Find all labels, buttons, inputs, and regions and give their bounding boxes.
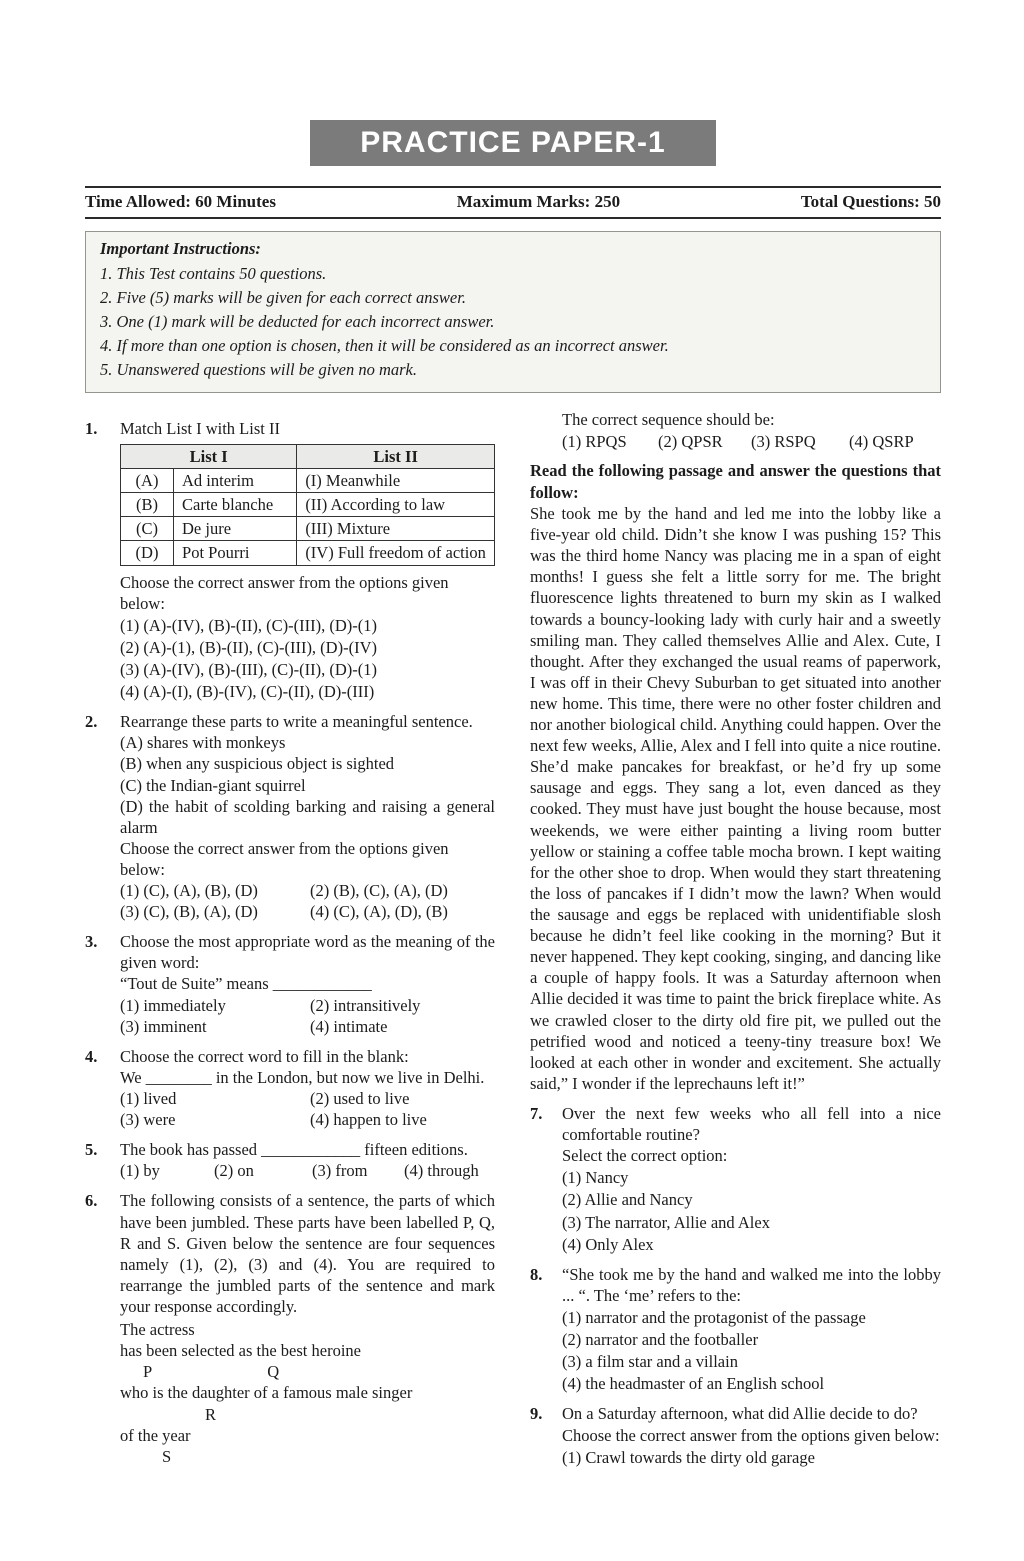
instruction-item: 3. One (1) mark will be deducted for each incorrect answer. (100, 311, 495, 331)
question-stem: “Tout de Suite” means ____________ (120, 974, 372, 994)
question-7 (530, 1103, 941, 1255)
option: (2) used to live (310, 1089, 410, 1109)
part-label-p: P (143, 1362, 153, 1382)
question-text: The following consists of a sentence, the parts of which have been jumbled. These parts have been labelled P, Q, R and S. Given below the sentence are four sequences namely (1), (2), (3) and (4). You are required to rearrange the jumbled parts of the sentence and mark your response accordingly. (120, 1191, 495, 1317)
sentence-part: (D) the habit of scolding barking and raising a general alarm (120, 796, 495, 837)
option: (4) happen to live (310, 1110, 427, 1130)
choose-prompt: Choose the correct answer from the options given below: (562, 1425, 940, 1445)
option: (3) The narrator, Allie and Alex (562, 1212, 770, 1232)
list1-cell: Carte blanche (174, 493, 297, 517)
option: (2) (A)-(1), (B)-(II), (C)-(III), (D)-(IV) (120, 637, 377, 657)
table-row (121, 469, 495, 493)
paper-title-banner (310, 120, 716, 166)
row-label: (B) (121, 493, 174, 517)
list1-cell: Pot Pourri (174, 541, 297, 565)
jumbled-line: who is the daughter of a famous male singer (120, 1383, 413, 1403)
question-stem: We ________ in the London, but now we live in Delhi. (120, 1067, 485, 1087)
sentence-part: (A) shares with monkeys (120, 733, 286, 753)
question-columns (85, 409, 941, 1468)
options-grid (120, 1088, 495, 1130)
options-grid (120, 995, 495, 1037)
question-text: Choose the most appropriate word as the meaning of the given word: (120, 932, 495, 973)
option: (4) through (404, 1161, 479, 1181)
question-1 (85, 418, 495, 702)
table-header-list1: List I (121, 444, 297, 468)
instruction-item: 2. Five (5) marks will be given for each correct answer. (100, 287, 466, 307)
instruction-item: 5. Unanswered questions will be given no mark. (100, 359, 417, 379)
question-number: 5. (85, 1140, 98, 1160)
option: (1) by (120, 1161, 160, 1181)
choose-prompt: Choose the correct answer from the options given below: (120, 572, 449, 613)
left-column (85, 409, 495, 1468)
option: (2) intransitively (310, 995, 421, 1015)
option: (4) (C), (A), (D), (B) (310, 902, 448, 922)
question-number: 3. (85, 932, 98, 952)
list1-cell: De jure (174, 517, 297, 541)
question-8 (530, 1264, 941, 1395)
option: (4) Only Alex (562, 1234, 654, 1254)
choose-prompt: Choose the correct answer from the options given below: (120, 838, 449, 879)
options-grid (120, 1160, 495, 1181)
question-6 (85, 1190, 495, 1466)
question-4 (85, 1046, 495, 1130)
list2-cell: (I) Meanwhile (297, 469, 495, 493)
option: (3) a film star and a villain (562, 1352, 738, 1372)
option: (1) (C), (A), (B), (D) (120, 881, 258, 901)
time-allowed: Time Allowed: 60 Minutes (85, 192, 276, 211)
question-number: 6. (85, 1191, 98, 1211)
sentence-part: (C) the Indian-giant squirrel (120, 775, 306, 795)
jumbled-line: of the year (120, 1425, 191, 1445)
instruction-item: 1. This Test contains 50 questions. (100, 263, 327, 283)
paper-title: PRACTICE PAPER-1 (360, 125, 666, 159)
option: (1) RPQS (562, 431, 627, 451)
list2-cell: (II) According to law (297, 493, 495, 517)
part-label-r: R (205, 1404, 217, 1424)
total-questions: Total Questions: 50 (800, 192, 941, 211)
option: (1) (A)-(IV), (B)-(II), (C)-(III), (D)-(1) (120, 615, 377, 635)
part-label-s: S (162, 1446, 172, 1466)
row-label: (A) (121, 469, 174, 493)
list2-cell: (IV) Full freedom of action (297, 541, 495, 565)
sequence-prompt: The correct sequence should be: (562, 409, 775, 429)
row-label: (D) (121, 541, 174, 565)
option: (3) (C), (B), (A), (D) (120, 902, 258, 922)
select-prompt: Select the correct option: (562, 1146, 728, 1166)
row-label: (C) (121, 517, 174, 541)
option: (1) immediately (120, 995, 226, 1015)
option: (3) from (312, 1161, 368, 1181)
question-text: On a Saturday afternoon, what did Allie decide to do? (562, 1404, 918, 1424)
jumbled-line: The actress (120, 1320, 195, 1340)
question-text: Rearrange these parts to write a meaningful sentence. (120, 712, 473, 732)
table-header-list2: List II (297, 444, 495, 468)
meta-bar (85, 186, 941, 219)
question-text: Match List I with List II (120, 418, 280, 438)
question-5 (85, 1139, 495, 1181)
question-2 (85, 711, 495, 922)
instructions-box (85, 231, 941, 393)
question-number: 1. (85, 418, 98, 438)
part-label-q: Q (267, 1362, 280, 1382)
question-number: 8. (530, 1264, 543, 1284)
right-column (530, 409, 941, 1468)
passage-text: She took me by the hand and led me into the lobby like a five-year old child. Didn’t she know I was pushing 15? This was the third home Nancy was placing me in a span of eight months! I guess she felt a little sorry for me. The bright fluorescence lights threatened to burn my skin as I walked towards a bouncy-looking lady with curly hair and a sweetly smiling man. They called themselves Allie and Alex. Cute, I thought. After they exchanged the usual reams of paperwork, I was off in their Chevy Suburban to get situated into another new home. This time, there were no other foster children and nor another biological child. Anything could happen. Over the next few weeks, Allie, Alex and I fell into quite a nice routine. She’d make pancakes for breakfast, or he’d fry up some sausage and eggs. They sang a lot, even danced as they cooked. They must have just bought the house because, most weekends, we were either painting a living room butter yellow or staining a coffee table mocha brown. I kept waiting for the other shoe to drop. When would they start threatening the loss of pancakes if I didn’t mow the lawn? When would the sausage and eggs be replaced with unidentifiable slosh because he didn’t feel like cooking in the morning? But it never happened. They kept cooking, singing, and dancing like a couple of happy fools. It was a Saturday afternoon when Allie decided it was time to paint the brick fireplace white. As we crawled closer to the dirty old fire pit, we pulled out the petrified wood and noticed a teeny-tiny treasure box! We looked at each other in wonder and excitement. She actually said,” I wonder if the leprechauns left it!” (530, 503, 942, 1093)
option: (2) (B), (C), (A), (D) (310, 881, 448, 901)
instruction-item: 4. If more than one option is chosen, then it will be considered as an incorrect answer. (100, 335, 669, 355)
option: (4) QSRP (849, 431, 914, 451)
instructions-heading: Important Instructions: (100, 238, 261, 258)
option: (1) Crawl towards the dirty old garage (562, 1447, 815, 1467)
option: (2) Allie and Nancy (562, 1190, 693, 1210)
option: (3) (A)-(IV), (B)-(III), (C)-(II), (D)-(1) (120, 659, 377, 679)
option: (3) RSPQ (751, 431, 816, 451)
list2-cell: (III) Mixture (297, 517, 495, 541)
option: (1) Nancy (562, 1168, 629, 1188)
option: (2) QPSR (658, 431, 723, 451)
question-text: The book has passed ____________ fifteen editions. (120, 1140, 468, 1160)
options-grid (562, 431, 941, 452)
option: (2) on (214, 1161, 254, 1181)
option: (4) intimate (310, 1016, 388, 1036)
list1-cell: Ad interim (174, 469, 297, 493)
sentence-part: (B) when any suspicious object is sighted (120, 754, 395, 774)
option: (3) were (120, 1110, 176, 1130)
option: (1) narrator and the protagonist of the passage (562, 1308, 866, 1327)
part-labels-pq (120, 1361, 495, 1382)
passage-heading: Read the following passage and answer the questions that follow: (530, 461, 941, 502)
question-text: “She took me by the hand and walked me into the lobby ... “. The ‘me’ refers to the: (562, 1264, 941, 1305)
match-list-table (120, 444, 495, 566)
question-3 (85, 931, 495, 1037)
maximum-marks: Maximum Marks: 250 (456, 192, 621, 211)
question-6-answer (530, 409, 941, 452)
option: (2) narrator and the footballer (562, 1330, 759, 1350)
options-grid (120, 880, 495, 922)
option: (4) (A)-(I), (B)-(IV), (C)-(II), (D)-(III) (120, 682, 375, 702)
question-number: 4. (85, 1046, 98, 1066)
question-number: 2. (85, 712, 98, 732)
option: (4) the headmaster of an English school (562, 1374, 825, 1394)
option: (1) lived (120, 1089, 177, 1109)
option: (3) imminent (120, 1016, 207, 1036)
question-text: Over the next few weeks who all fell into a nice comfortable routine? (562, 1104, 941, 1145)
table-row (121, 541, 495, 565)
table-row (121, 493, 495, 517)
table-row (121, 517, 495, 541)
practice-paper-page (0, 120, 1024, 1468)
question-number: 9. (530, 1404, 543, 1424)
question-9 (530, 1403, 941, 1467)
question-text: Choose the correct word to fill in the blank: (120, 1046, 409, 1066)
question-number: 7. (530, 1104, 543, 1124)
jumbled-line: has been selected as the best heroine (120, 1341, 361, 1361)
